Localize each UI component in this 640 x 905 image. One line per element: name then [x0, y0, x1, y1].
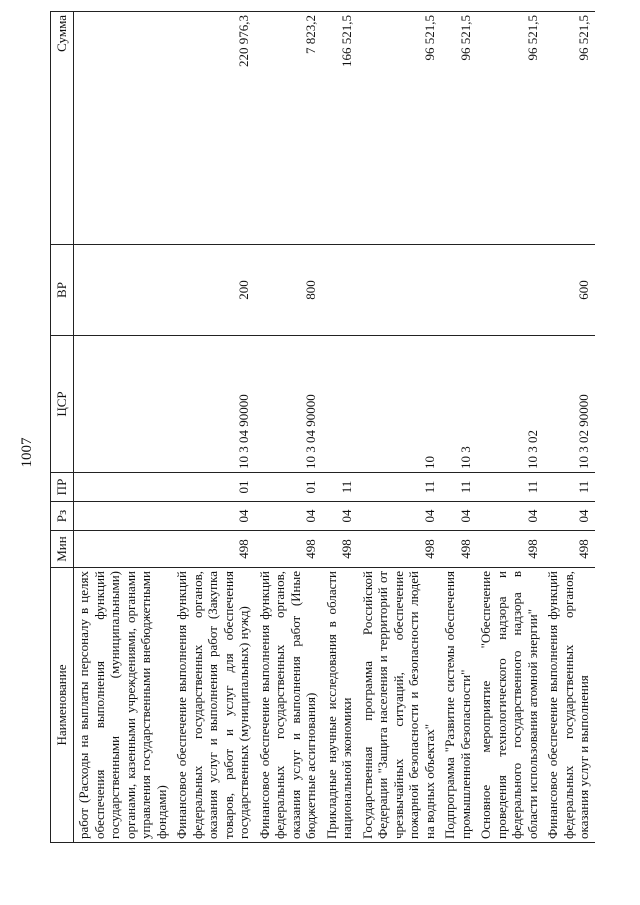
cell-min: 498 — [543, 531, 595, 568]
cell-sum: 7 823,2 — [255, 12, 322, 245]
header-csr: ЦСР — [51, 336, 74, 473]
cell-name: Основное мероприятие "Обеспечение проведения технологического надзора и федерального государственного надзора в области использования атомной энергии" — [476, 568, 543, 843]
table-row — [476, 12, 543, 843]
cell-name: Государственная программа Российской Федерации "Защита населения и территорий от чрезвычайных ситуаций, обеспечение пожарной безопасности и безопасности людей на водных объектах" — [358, 568, 441, 843]
cell-pr: 11 — [358, 473, 441, 502]
cell-sum: 96 521,5 — [543, 12, 595, 245]
table-row — [358, 12, 441, 843]
budget-table — [50, 11, 595, 843]
cell-pr: 11 — [476, 473, 543, 502]
cell-rz: 04 — [358, 502, 441, 531]
table-row — [322, 12, 358, 843]
header-sum: Сумма — [51, 12, 74, 245]
cell-vr — [440, 245, 476, 336]
header-rz: Рз — [51, 502, 74, 531]
cell-vr — [358, 245, 441, 336]
cell-rz: 04 — [322, 502, 358, 531]
table-row — [255, 12, 322, 843]
cell-min: 498 — [322, 531, 358, 568]
table-row — [543, 12, 595, 843]
cell-sum — [74, 12, 173, 245]
header-vr: ВР — [51, 245, 74, 336]
cell-sum: 96 521,5 — [440, 12, 476, 245]
cell-csr: 10 3 02 — [476, 336, 543, 473]
cell-pr — [74, 473, 173, 502]
cell-rz: 04 — [172, 502, 255, 531]
table-body — [74, 12, 595, 843]
cell-rz: 04 — [476, 502, 543, 531]
header-name: Наименование — [51, 568, 74, 843]
cell-name: работ (Расходы на выплаты персоналу в целях обеспечения выполнения функций государственными (муниципальными) органами, казенными учреждениями, органами управления государственными внебюджетными фондами) — [74, 568, 173, 843]
cell-name: Подпрограмма "Развитие системы обеспечения промышленной безопасности" — [440, 568, 476, 843]
cell-sum: 166 521,5 — [322, 12, 358, 245]
table-row — [440, 12, 476, 843]
table-header-row — [51, 12, 74, 843]
cell-min: 498 — [172, 531, 255, 568]
cell-csr — [74, 336, 173, 473]
cell-vr — [322, 245, 358, 336]
header-pr: ПР — [51, 473, 74, 502]
cell-vr — [476, 245, 543, 336]
cell-min: 498 — [358, 531, 441, 568]
cell-pr: 11 — [322, 473, 358, 502]
cell-min — [74, 531, 173, 568]
cell-min: 498 — [440, 531, 476, 568]
cell-pr: 01 — [255, 473, 322, 502]
cell-vr: 800 — [255, 245, 322, 336]
cell-rz: 04 — [543, 502, 595, 531]
cell-vr: 200 — [172, 245, 255, 336]
cell-min: 498 — [255, 531, 322, 568]
page-number: 1007 — [19, 437, 35, 468]
cell-csr: 10 3 04 90000 — [172, 336, 255, 473]
cell-sum: 96 521,5 — [358, 12, 441, 245]
cell-sum: 96 521,5 — [476, 12, 543, 245]
cell-csr: 10 — [358, 336, 441, 473]
cell-csr: 10 3 04 90000 — [255, 336, 322, 473]
cell-rz — [74, 502, 173, 531]
cell-name: Финансовое обеспечение выполнения функций федеральных государственных органов, оказания услуг и выполнения — [543, 568, 595, 843]
cell-name: Финансовое обеспечение выполнения функций федеральных государственных органов, оказания услуг и выполнения работ (Закупка товаров, работ и услуг для обеспечения государственных (муниципальных) нужд) — [172, 568, 255, 843]
header-min: Мин — [51, 531, 74, 568]
table-row — [172, 12, 255, 843]
table-row — [74, 12, 173, 843]
cell-pr: 11 — [440, 473, 476, 502]
cell-name: Финансовое обеспечение выполнения функций федеральных государственных органов, оказания услуг и выполнения работ (Иные бюджетные ассигнования) — [255, 568, 322, 843]
cell-vr — [74, 245, 173, 336]
cell-pr: 01 — [172, 473, 255, 502]
cell-csr: 10 3 02 90000 — [543, 336, 595, 473]
cell-rz: 04 — [255, 502, 322, 531]
cell-name: Прикладные научные исследования в области национальной экономики — [322, 568, 358, 843]
cell-min: 498 — [476, 531, 543, 568]
cell-rz: 04 — [440, 502, 476, 531]
cell-csr: 10 3 — [440, 336, 476, 473]
cell-pr: 11 — [543, 473, 595, 502]
cell-vr: 600 — [543, 245, 595, 336]
cell-csr — [322, 336, 358, 473]
cell-sum: 220 976,3 — [172, 12, 255, 245]
